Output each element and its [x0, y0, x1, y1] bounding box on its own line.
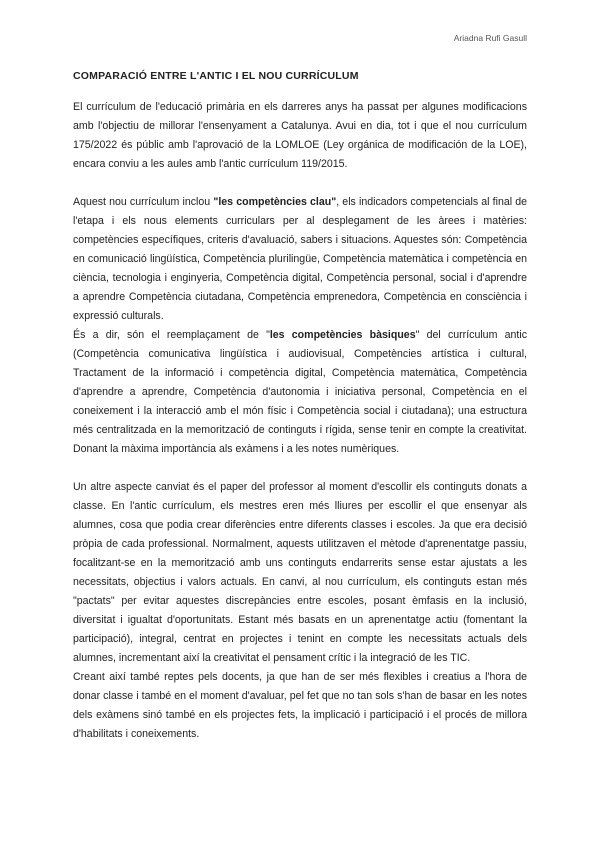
header-author: Ariadna Rufi Gasull [453, 33, 527, 43]
document-title: COMPARACIÓ ENTRE L'ANTIC I EL NOU CURRÍCULUM [73, 70, 359, 82]
paragraph-spacer [73, 174, 527, 193]
paragraph-key-competences [73, 193, 527, 326]
text-run: Aquest nou currículum inclou [73, 196, 214, 208]
paragraph-challenges: Creant així també reptes pels docents, ja que han de ser més flexibles i creatius a l'hora de donar classe i també en el moment d'avaluar, pel fet que no tan sols s'han de basar en les notes dels exàmens sinó també en els projectes fets, la implicació i participació i el procés de millora d'habilitats i coneixements. [73, 671, 527, 740]
paragraph-teacher-role: Un altre aspecte canviat és el paper del professor al moment d'escollir els continguts donats a classe. En l'antic currículum, els mestres eren més lliures per escollir el que ensenyar als alumnes, cosa que podia crear diferències entre diferents classes i escoles. Ja que era decisió pròpia de cada professional. Normalment, aquests utilitzaven el mètode d'aprenentatge passiu, focalitzant-se en la memorització amb uns continguts endarrerits sense estar ajustats a les necessitats, objectius i valors actuals. En canvi, al nou currículum, els continguts estan més "pactats" per evitar aquestes discrepàncies entre escoles, posant èmfasis en la inclusió, diversitat i igualtat d'oportunitats. Estant més basats en un aprenentatge actiu (fomentant la participació), integral, centrat en projectes i tenint en compte les necessitats actuals dels alumnes, incrementant així la creativitat el pensament crític i la integració de les TIC. [73, 481, 527, 664]
paragraph-spacer [73, 459, 527, 478]
paragraph-intro: El currículum de l'educació primària en els darreres anys ha passat per algunes modificacions amb l'objectiu de millorar l'ensenyament a Catalunya. Avui en dia, tot i que el nou currículum 175/2022 és públic amb l'aprovació de la LOMLOE (Ley orgánica de modificación de la LOE), encara conviu a les aules amb l'antic currículum 119/2015. [73, 101, 527, 170]
bold-term-basic-competences: les competències bàsiques [269, 329, 416, 341]
document-body [73, 70, 527, 744]
text-run: És a dir, són el reemplaçament de " [73, 329, 270, 341]
bold-term-key-competences: "les competències clau" [213, 196, 337, 208]
text-run: , els indicadors competencials al final de l'etapa i els nous elements curriculars per al desplegament de les àrees i matèries: competències específiques, criteris d'avaluació, sabers i situacions. Aquestes són: Competència en comunicació lingüística, Competència plurilingüe, Competència matemàtica i competència en ciència, tecnologia i enginyeria, Competència digital, Competència personal, social i d'aprendre a aprendre Competència ciutadana, Competència emprenedora, Competència en consciència i expressió culturals. [73, 196, 527, 322]
text-run: " del currículum antic (Competència comunicativa lingüística i audiovisual, Competències artística i cultural, Tractament de la informació i competència digital, Competència matemàtica, Competència d'aprendre a aprendre, Competència d'autonomia i iniciativa personal, Competència en el coneixement i la interacció amb el món físic i Competència social i ciutadana); una estructura més centralitzada en la memorització de continguts i rígida, sense tenir en compte la creativitat. Donant la màxima importància als exàmens i a les notes numèriques. [73, 329, 528, 455]
paragraph-basic-competences [73, 326, 527, 459]
